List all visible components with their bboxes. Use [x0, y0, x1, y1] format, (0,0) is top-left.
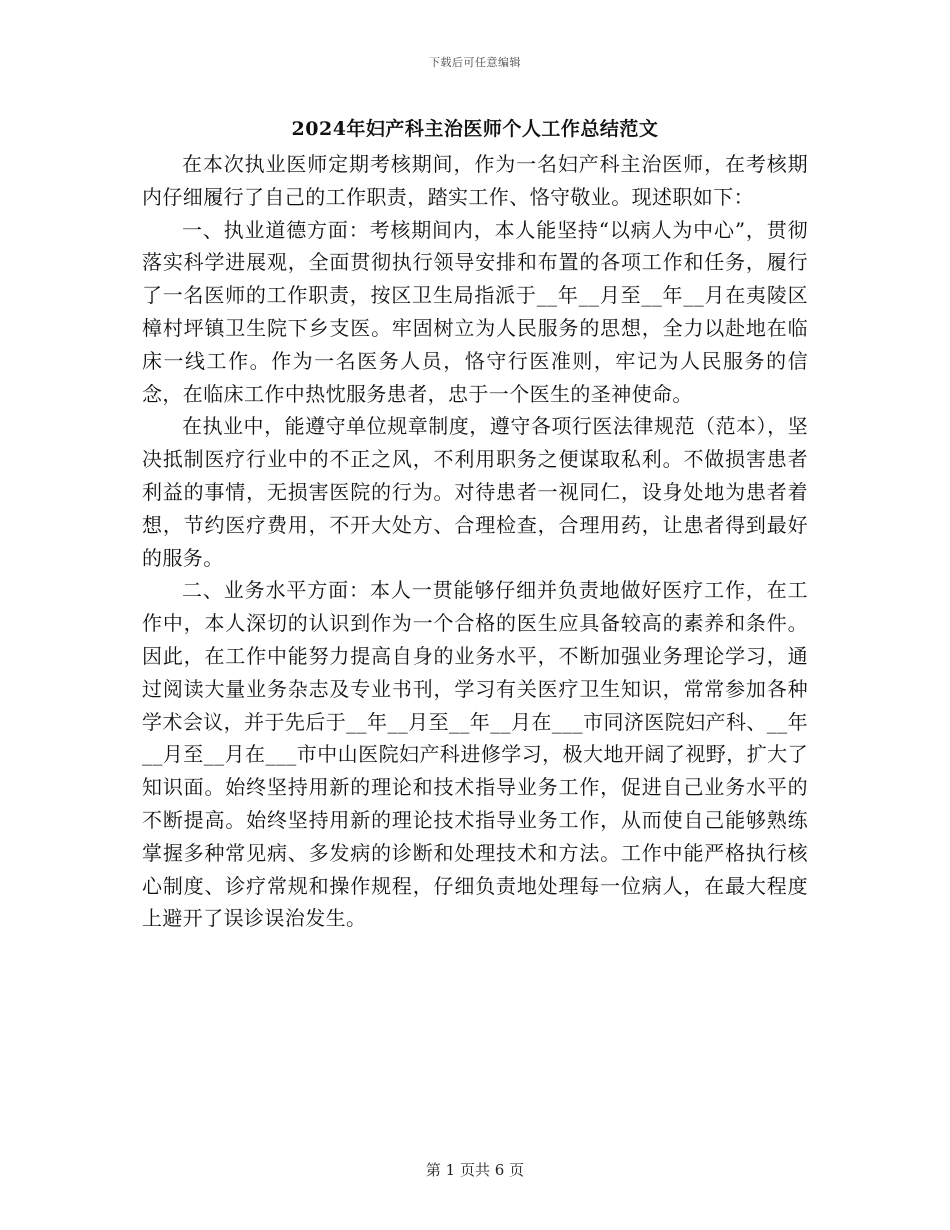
paragraph-intro: 在本次执业医师定期考核期间，作为一名妇产科主治医师，在考核期内仔细履行了自己的工作职责，踏实工作、恪守敬业。现述职如下： [142, 152, 808, 209]
paragraph-skills: 二、业务水平方面：本人一贯能够仔细并负责地做好医疗工作，在工作中，本人深切的认识到作为一个合格的医生应具备较高的素养和条件。因此，在工作中能努力提高自身的业务水平，不断加强业务理论学习，通过阅读大量业务杂志及专业书刊，学习有关医疗卫生知识，常常参加各种学术会议，并于先后于__年__月至__年__月在___市同济医院妇产科、__年__月至__月在___市中山医院妇产科进修学习，极大地开阔了视野，扩大了知识面。始终坚持用新的理论和技术指导业务工作，促进自己业务水平的不断提高。始终坚持用新的理论技术指导业务工作，从而使自己能够熟练掌握多种常见病、多发病的诊断和处理技术和方法。工作中能严格执行核心制度、诊疗常规和操作规程，仔细负责地处理每一位病人，在最大程度上避开了误诊误治发生。 [142, 578, 808, 931]
document-body [142, 148, 808, 935]
document-title: 2024年妇产科主治医师个人工作总结范文 [291, 118, 659, 140]
paragraph-ethics: 一、执业道德方面：考核期间内，本人能坚持“以病人为中心”，贯彻落实科学进展观，全面贯彻执行领导安排和布置的各项工作和任务，履行了一名医师的工作职责，按区卫生局指派于__年__月至__年__月在夷陵区樟村坪镇卫生院下乡支医。牢固树立为人民服务的思想，全力以赴地在临床一线工作。作为一名医务人员，恪守行医准则，牢记为人民服务的信念，在临床工作中热忱服务患者，忠于一个医生的圣神使命。 [142, 217, 808, 406]
header-note: 下载后可任意编辑 [429, 56, 521, 69]
page-number: 第 1 页共 6 页 [425, 1161, 525, 1179]
paragraph-conduct: 在执业中，能遵守单位规章制度，遵守各项行医法律规范（范本），坚决抵制医疗行业中的不正之风，不利用职务之便谋取私利。不做损害患者利益的事情，无损害医院的行为。对待患者一视同仁，设身处地为患者着想，节约医疗费用，不开大处方、合理检查，合理用药，让患者得到最好的服务。 [142, 414, 808, 570]
